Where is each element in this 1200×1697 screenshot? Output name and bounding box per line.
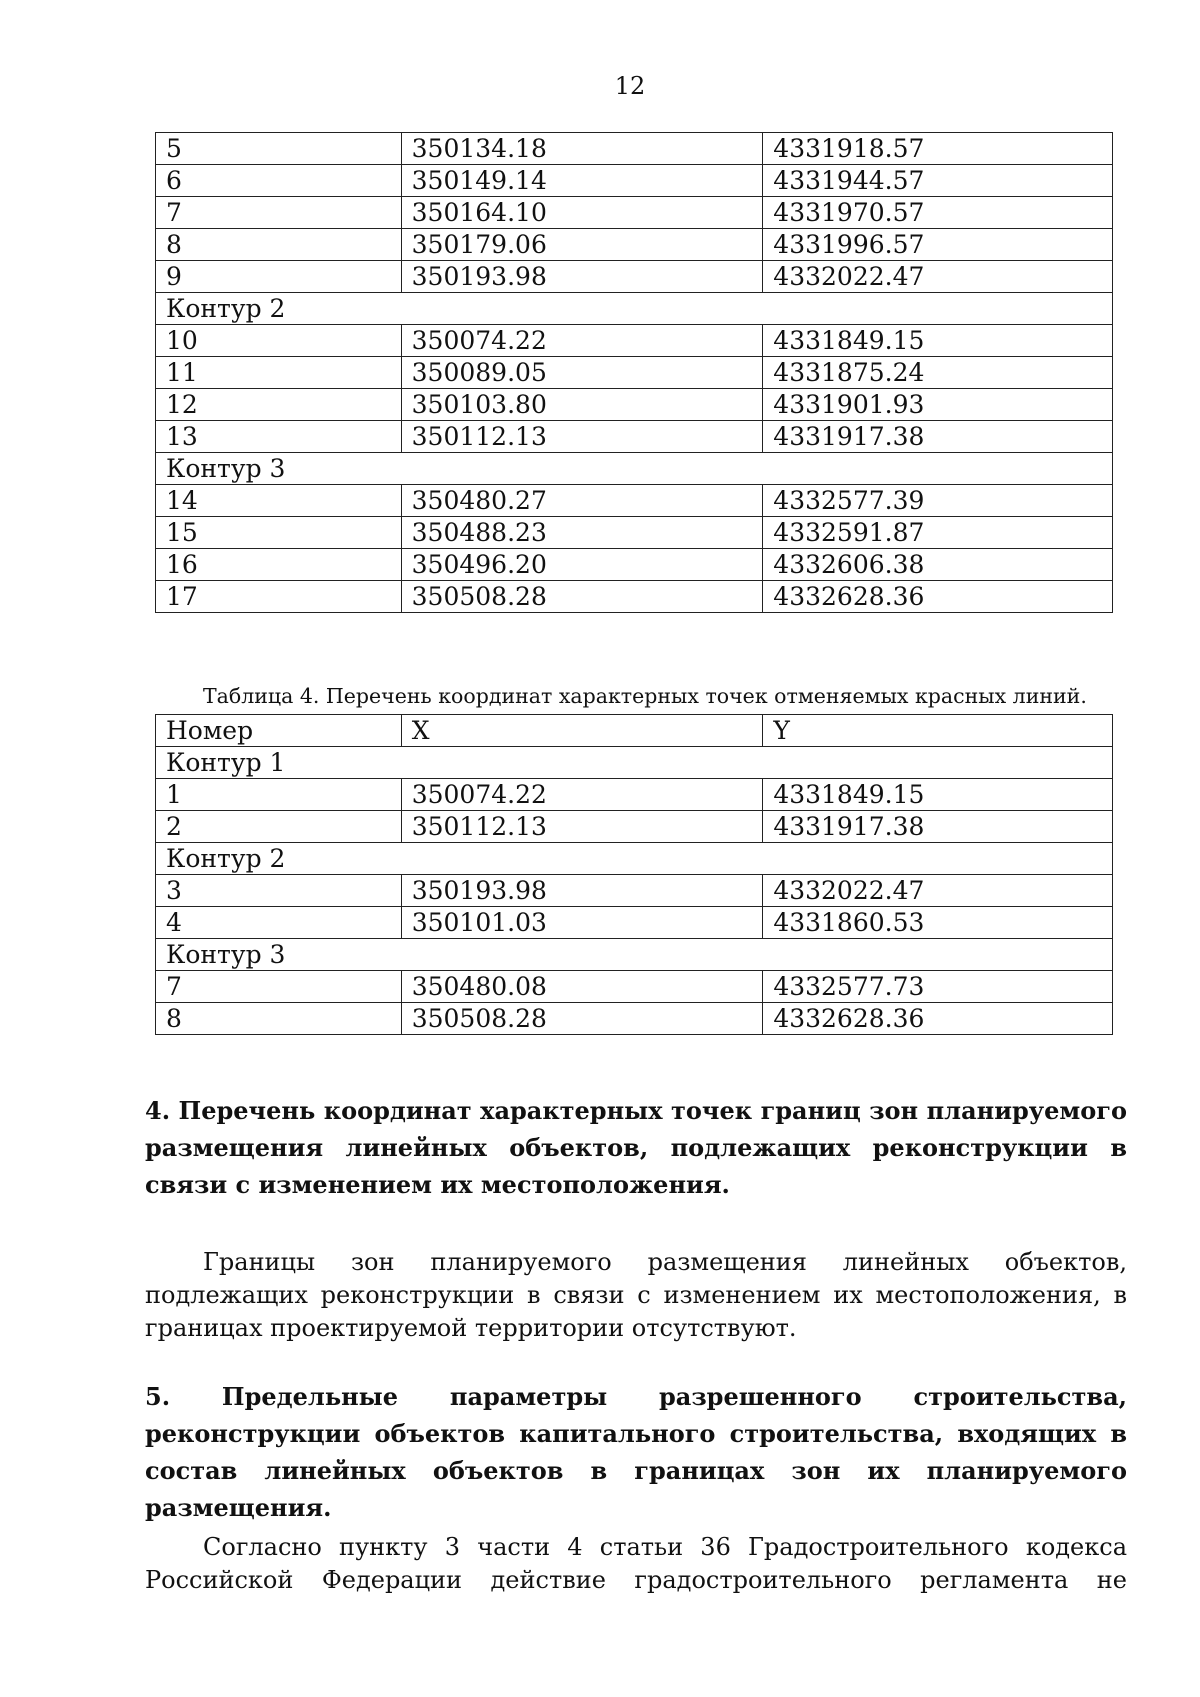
table-header-row [156, 715, 1113, 747]
coord-y: 4332591.87 [763, 517, 1113, 549]
table-body [156, 715, 1113, 747]
table-body-rows [156, 747, 1113, 1035]
coord-x: 350089.05 [401, 357, 763, 389]
coord-y: 4332022.47 [763, 261, 1113, 293]
contour-group-row [156, 747, 1113, 779]
point-number: 11 [156, 357, 402, 389]
contour-label: Контур 3 [156, 453, 1113, 485]
coord-y: 4331860.53 [763, 907, 1113, 939]
table-row [156, 197, 1113, 229]
contour-group-row [156, 293, 1113, 325]
point-number: 8 [156, 1003, 402, 1035]
section-4-paragraph: Границы зон планируемого размещения линейных объектов, подлежащих реконструкции в связи с изменением их местоположения, в границах проектируемой территории отсутствуют. [145, 1248, 1127, 1342]
coord-y: 4331944.57 [763, 165, 1113, 197]
table-row [156, 907, 1113, 939]
coord-x: 350480.08 [401, 971, 763, 1003]
coord-y: 4332628.36 [763, 1003, 1113, 1035]
coord-x: 350103.80 [401, 389, 763, 421]
coord-x: 350134.18 [401, 133, 763, 165]
table-row [156, 779, 1113, 811]
coord-y: 4331849.15 [763, 325, 1113, 357]
coord-x: 350112.13 [401, 811, 763, 843]
table-row [156, 421, 1113, 453]
header-y: Y [763, 715, 1113, 747]
point-number: 4 [156, 907, 402, 939]
coordinates-table-continued [155, 132, 1113, 613]
point-number: 8 [156, 229, 402, 261]
coord-y: 4332577.39 [763, 485, 1113, 517]
point-number: 12 [156, 389, 402, 421]
point-number: 10 [156, 325, 402, 357]
coord-y: 4331917.38 [763, 421, 1113, 453]
point-number: 13 [156, 421, 402, 453]
coord-x: 350074.22 [401, 325, 763, 357]
coord-x: 350488.23 [401, 517, 763, 549]
coord-x: 350496.20 [401, 549, 763, 581]
table-row [156, 133, 1113, 165]
coord-y: 4331917.38 [763, 811, 1113, 843]
point-number: 3 [156, 875, 402, 907]
table-row [156, 325, 1113, 357]
coord-y: 4331901.93 [763, 389, 1113, 421]
table-row [156, 261, 1113, 293]
coord-x: 350101.03 [401, 907, 763, 939]
section-4-heading: 4. Перечень координат характерных точек границ зон планируемого размещения линейных объектов, подлежащих реконструкции в связи с изменением их местоположения. [145, 1096, 1127, 1199]
coord-y: 4331996.57 [763, 229, 1113, 261]
point-number: 2 [156, 811, 402, 843]
point-number: 7 [156, 197, 402, 229]
section-5-heading: 5. Предельные параметры разрешенного строительства, реконструкции объектов капитального строительства, входящих в состав линейных объектов в границах зон их планируемого размещения. [145, 1382, 1127, 1522]
page-number: 12 [614, 72, 646, 100]
coord-x: 350508.28 [401, 1003, 763, 1035]
header-number: Номер [156, 715, 402, 747]
contour-group-row [156, 843, 1113, 875]
coord-y: 4331970.57 [763, 197, 1113, 229]
table-row [156, 357, 1113, 389]
coord-y: 4331918.57 [763, 133, 1113, 165]
point-number: 14 [156, 485, 402, 517]
table-row [156, 549, 1113, 581]
table-4-caption: Таблица 4. Перечень координат характерных точек отменяемых красных линий. [203, 684, 1087, 708]
contour-group-row [156, 453, 1113, 485]
coord-y: 4332606.38 [763, 549, 1113, 581]
table-row [156, 875, 1113, 907]
coord-x: 350193.98 [401, 875, 763, 907]
contour-label: Контур 1 [156, 747, 1113, 779]
table-row [156, 581, 1113, 613]
point-number: 9 [156, 261, 402, 293]
point-number: 1 [156, 779, 402, 811]
table-row [156, 389, 1113, 421]
table-body [156, 133, 1113, 613]
table-row [156, 229, 1113, 261]
coord-y: 4332577.73 [763, 971, 1113, 1003]
coord-y: 4331875.24 [763, 357, 1113, 389]
contour-group-row [156, 939, 1113, 971]
coord-x: 350112.13 [401, 421, 763, 453]
table-4-cancelled-red-lines [155, 714, 1113, 1035]
coord-x: 350149.14 [401, 165, 763, 197]
contour-label: Контур 2 [156, 843, 1113, 875]
section-5-paragraph: Согласно пункту 3 части 4 статьи 36 Градостроительного кодекса Российской Федерации действие градостроительного регламента не [145, 1533, 1127, 1594]
point-number: 5 [156, 133, 402, 165]
coord-x: 350179.06 [401, 229, 763, 261]
point-number: 7 [156, 971, 402, 1003]
coord-y: 4332022.47 [763, 875, 1113, 907]
coord-x: 350164.10 [401, 197, 763, 229]
table-row [156, 811, 1113, 843]
coord-x: 350480.27 [401, 485, 763, 517]
header-x: X [401, 715, 763, 747]
contour-label: Контур 2 [156, 293, 1113, 325]
point-number: 6 [156, 165, 402, 197]
point-number: 17 [156, 581, 402, 613]
coord-x: 350193.98 [401, 261, 763, 293]
table-row [156, 165, 1113, 197]
point-number: 15 [156, 517, 402, 549]
coord-y: 4332628.36 [763, 581, 1113, 613]
coord-y: 4331849.15 [763, 779, 1113, 811]
table-row [156, 971, 1113, 1003]
coord-x: 350508.28 [401, 581, 763, 613]
table-row [156, 517, 1113, 549]
coord-x: 350074.22 [401, 779, 763, 811]
table-row [156, 1003, 1113, 1035]
table-row [156, 485, 1113, 517]
contour-label: Контур 3 [156, 939, 1113, 971]
point-number: 16 [156, 549, 402, 581]
